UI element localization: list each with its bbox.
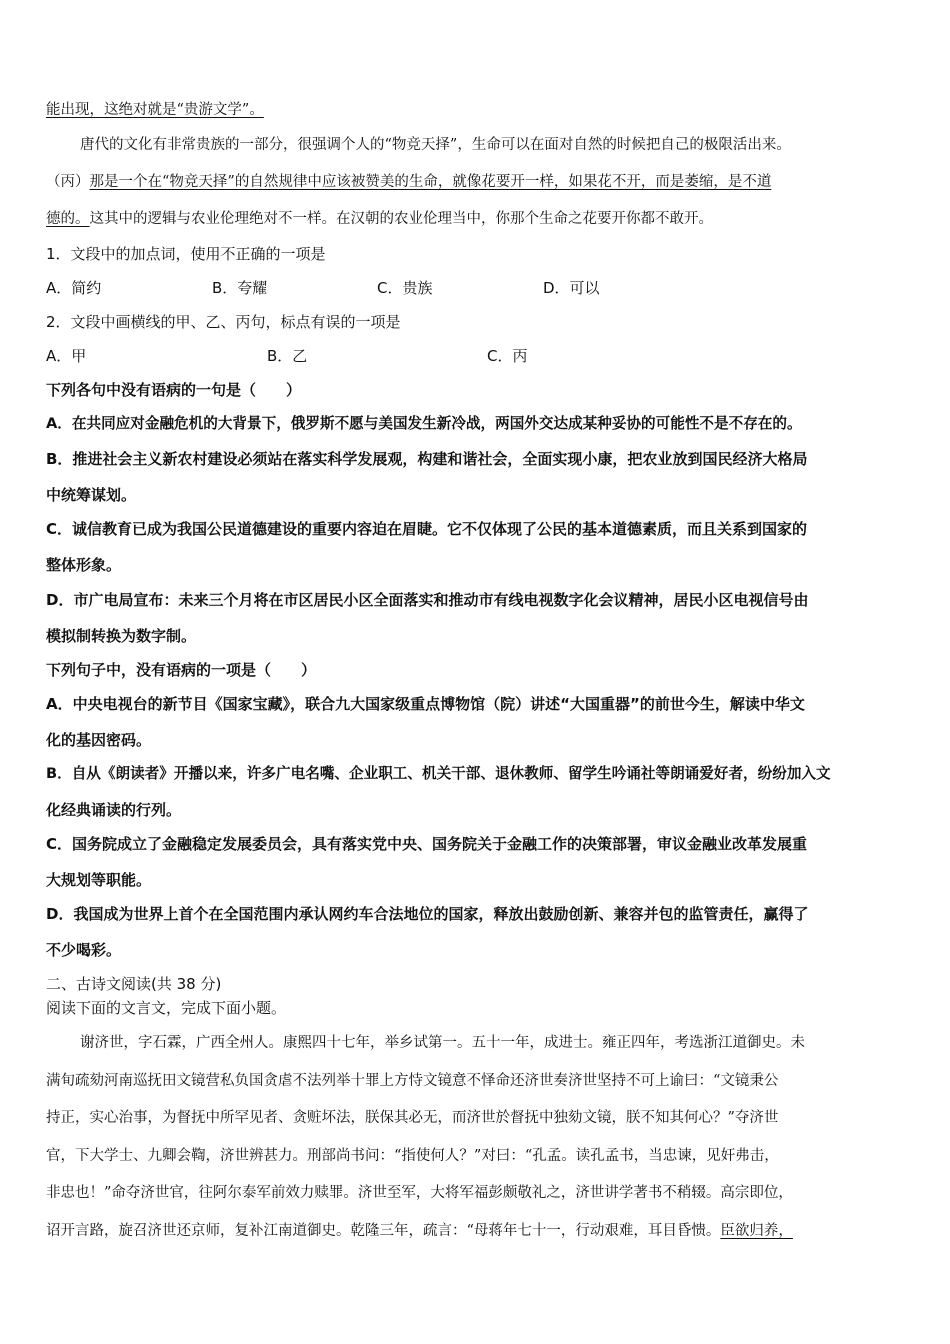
classical-text-line: 诏开言路，旋召济世还京师，复补江南道御史。乾隆三年，疏言：“母蒋年七十一，行动艰难，耳目昏愦。臣欲归养， [46,1223,793,1239]
question-4-stem: 下列句子中，没有语病的一项是（ ） [46,661,317,679]
underlined-sentence: 臣欲归养， [720,1223,793,1239]
q1-option-d: D．可以 [543,279,600,297]
underlined-sentence-bing-end: 德的。 [46,211,90,227]
classical-text-line: 持正，实心治事，为督抚中所罕见者、贪赃坏法，朕保其必无，而济世於督抚中独劾文镜，朕不知其何心？”夺济世 [46,1110,779,1126]
q3-option-c: C．诚信教育已成为我国公民道德建设的重要内容迫在眉睫。它不仅体现了公民的基本道德素质，而且关系到国家的 [46,520,808,538]
classical-text-line: 满旬疏劾河南巡抚田文镜营私负国贪虐不法列举十罪上方恃文镜意不怿命还济世奏济世坚持不可上谕曰：“文镜秉公 [46,1073,779,1089]
q4-option-b-cont: 化经典诵读的行列。 [46,801,182,819]
q1-option-a: A．简约 [46,279,102,297]
q4-option-c: C．国务院成立了金融稳定发展委员会，具有落实党中央、国务院关于金融工作的决策部署，审议金融业改革发展重 [46,835,808,853]
question-2-stem: 2．文段中画横线的甲、乙、丙句，标点有误的一项是 [46,313,401,331]
passage-line: 唐代的文化有非常贵族的一部分，很强调个人的“物竞天择”，生命可以在面对自然的时候把自己的极限活出来。 [80,137,791,153]
question-3-stem: 下列各句中没有语病的一句是（ ） [46,381,302,399]
q3-option-d: D．市广电局宣布：未来三个月将在市区居民小区全面落实和推动市有线电视数字化会议精神，居民小区电视信号由 [46,591,809,609]
q4-option-b: B．自从《朗读者》开播以来，许多广电名嘴、企业职工、机关干部、退休教师、留学生吟诵社等朗诵爱好者，纷纷加入文 [46,765,831,782]
classical-text-line: 官，下大学士、九卿会鞫，济世辨甚力。刑部尚书问：“指使何人？”对曰：“孔孟。读孔孟书，当忠谏，见奸弗击， [46,1148,779,1164]
sentence-label-bing: （丙） [46,174,90,190]
q2-option-b: B．乙 [267,347,308,365]
q4-option-d: D．我国成为世界上首个在全国范围内承认网约车合法地位的国家，释放出鼓励创新、兼容并包的监管责任，赢得了 [46,905,809,923]
q3-option-b-cont: 中统筹谋划。 [46,486,137,504]
q2-option-a: A．甲 [46,347,87,365]
underlined-sentence-bing: 那是一个在“物竞天择”的自然规律中应该被赞美的生命，就像花要开一样，如果花不开，而是萎缩，是不道 [89,174,772,190]
question-1-stem: 1．文段中的加点词，使用不正确的一项是 [46,245,326,263]
q3-option-c-cont: 整体形象。 [46,556,122,574]
q4-option-c-cont: 大规划等职能。 [46,871,152,889]
classical-text-line: 谢济世，字石霖，广西全州人。康熙四十七年，举乡试第一。五十一年，成进士。雍正四年，考选浙江道御史。未 [80,1035,805,1051]
section-heading: 二、古诗文阅读(共 38 分) [46,975,222,993]
q3-option-b: B．推进社会主义新农村建设必须站在落实科学发展观，构建和谐社会，全面实现小康，把农业放到国民经济大格局 [46,450,808,468]
passage-line [46,100,264,120]
section-instruction: 阅读下面的文言文，完成下面小题。 [46,999,287,1017]
underlined-sentence: 能出现，这绝对就是“贵游文学”。 [46,102,264,118]
q1-option-b: B．夸耀 [212,279,268,297]
q3-option-a: A．在共同应对金融危机的大背景下，俄罗斯不愿与美国发生新冷战，两国外交达成某种妥协的可能性不是不存在的。 [46,415,802,432]
q1-option-c: C．贵族 [377,279,433,297]
q3-option-d-cont: 模拟制转换为数字制。 [46,627,197,645]
passage-line: 德的。这其中的逻辑与农业伦理绝对不一样。在汉朝的农业伦理当中，你那个生命之花要开你都不敢开。 [46,211,713,227]
passage-line [46,172,771,192]
classical-text-line: 非忠也！”命夺济世官，往阿尔泰军前效力赎罪。济世至军，大将军福彭颇敬礼之，济世讲学著书不稍辍。高宗即位， [46,1185,793,1201]
q2-option-c: C．丙 [487,347,528,365]
q4-option-d-cont: 不少喝彩。 [46,941,122,959]
q4-option-a-cont: 化的基因密码。 [46,731,152,749]
q4-option-a: A．中央电视台的新节目《国家宝藏》，联合九大国家级重点博物馆（院）讲述“大国重器”的前世今生，解读中华文 [46,695,805,713]
